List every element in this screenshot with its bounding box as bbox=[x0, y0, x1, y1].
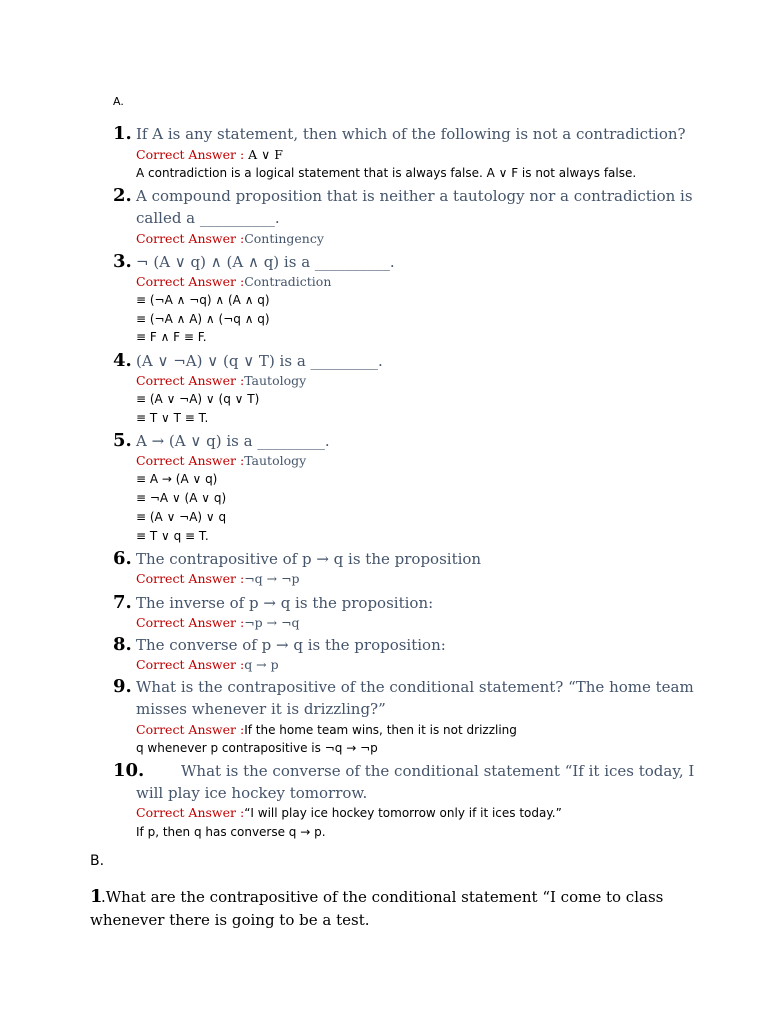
question-text-line: What is the converse of the conditional statement “If it ices today, I bbox=[181, 762, 695, 780]
answer-value: A ∨ F bbox=[248, 147, 283, 162]
question-number: 5. bbox=[113, 430, 132, 451]
correct-answer bbox=[136, 373, 306, 388]
question-number: 1 bbox=[90, 886, 103, 907]
question-number: 9. bbox=[113, 676, 132, 697]
correct-answer bbox=[136, 231, 324, 246]
answer-label: Correct Answer : bbox=[136, 147, 249, 162]
answer-label: Correct Answer : bbox=[136, 615, 245, 630]
answer-value: q → p bbox=[244, 657, 279, 672]
question-number: 7. bbox=[113, 592, 132, 613]
question-text: The converse of p → q is the proposition: bbox=[136, 636, 446, 654]
answer-label: Correct Answer : bbox=[136, 274, 245, 289]
answer-label: Correct Answer : bbox=[136, 722, 245, 737]
explanation-line: ≡ (A ∨ ¬A) ∨ (q ∨ T) bbox=[136, 392, 260, 406]
question-text-line: .What are the contrapositive of the conditional statement “I come to class bbox=[101, 888, 664, 906]
question-text: The inverse of p → q is the proposition: bbox=[136, 594, 434, 612]
correct-answer bbox=[136, 453, 306, 468]
answer-value: Tautology bbox=[244, 453, 307, 468]
explanation-line: ≡ (A ∨ ¬A) ∨ q bbox=[136, 510, 227, 524]
question-number: 4. bbox=[113, 350, 132, 371]
question-text: ¬ (A ∨ q) ∧ (A ∧ q) is a __________. bbox=[136, 253, 395, 271]
explanation-line: ≡ A → (A ∨ q) bbox=[136, 472, 218, 486]
question-text-line: misses whenever it is drizzling?” bbox=[136, 700, 386, 718]
correct-answer bbox=[136, 147, 283, 162]
answer-label: Correct Answer : bbox=[136, 805, 245, 820]
correct-answer bbox=[136, 571, 300, 586]
explanation-line: ≡ T ∨ T ≡ T. bbox=[136, 411, 209, 425]
answer-label: Correct Answer : bbox=[136, 231, 245, 246]
question-number: 2. bbox=[113, 185, 132, 206]
correct-answer bbox=[136, 722, 517, 737]
section-b-heading: B. bbox=[90, 853, 105, 869]
answer-value: “I will play ice hockey tomorrow only if it ices today.” bbox=[244, 806, 562, 820]
question-text-line: called a __________. bbox=[136, 209, 280, 227]
answer-label: Correct Answer : bbox=[136, 657, 245, 672]
question-text-line: whenever there is going to be a test. bbox=[90, 911, 370, 929]
correct-answer bbox=[136, 615, 300, 630]
explanation-line: ≡ F ∧ F ≡ F. bbox=[136, 330, 207, 344]
answer-value: ¬p → ¬q bbox=[244, 615, 300, 630]
question-number: 8. bbox=[113, 634, 132, 655]
answer-label: Correct Answer : bbox=[136, 453, 245, 468]
explanation-line: ≡ ¬A ∨ (A ∨ q) bbox=[136, 491, 227, 505]
question-text: A → (A ∨ q) is a _________. bbox=[136, 432, 330, 450]
explanation-line: ≡ T ∨ q ≡ T. bbox=[136, 529, 209, 543]
question-number: 10. bbox=[113, 760, 145, 781]
question-number: 6. bbox=[113, 548, 132, 569]
question-text: The contrapositive of p → q is the proposition bbox=[136, 550, 482, 568]
question-text-line: What is the contrapositive of the conditional statement? “The home team bbox=[136, 678, 694, 696]
answer-value: If the home team wins, then it is not drizzling bbox=[244, 723, 517, 737]
answer-value: Contingency bbox=[244, 231, 324, 246]
explanation-line: If p, then q has converse q → p. bbox=[136, 825, 326, 839]
answer-value: ¬q → ¬p bbox=[244, 571, 300, 586]
correct-answer bbox=[136, 274, 331, 289]
correct-answer bbox=[136, 657, 279, 672]
question-text-line: will play ice hockey tomorrow. bbox=[136, 784, 368, 802]
explanation-line: A contradiction is a logical statement that is always false. A ∨ F is not always false. bbox=[136, 166, 637, 180]
question-number: 1. bbox=[113, 123, 132, 144]
answer-value: Tautology bbox=[244, 373, 307, 388]
question-text: If A is any statement, then which of the following is not a contradiction? bbox=[136, 125, 686, 143]
question-text: (A ∨ ¬A) ∨ (q ∨ T) is a _________. bbox=[136, 352, 383, 370]
correct-answer bbox=[136, 805, 562, 820]
explanation-line: ≡ (¬A ∧ ¬q) ∧ (A ∧ q) bbox=[136, 293, 270, 307]
answer-label: Correct Answer : bbox=[136, 373, 245, 388]
answer-value: Contradiction bbox=[244, 274, 332, 289]
answer-label: Correct Answer : bbox=[136, 571, 245, 586]
question-text-line: A compound proposition that is neither a tautology nor a contradiction is bbox=[136, 187, 693, 205]
explanation-line: ≡ (¬A ∧ A) ∧ (¬q ∧ q) bbox=[136, 312, 270, 326]
explanation-line: q whenever p contrapositive is ¬q → ¬p bbox=[136, 741, 378, 755]
section-a-heading: A. bbox=[113, 95, 124, 108]
question-number: 3. bbox=[113, 251, 132, 272]
